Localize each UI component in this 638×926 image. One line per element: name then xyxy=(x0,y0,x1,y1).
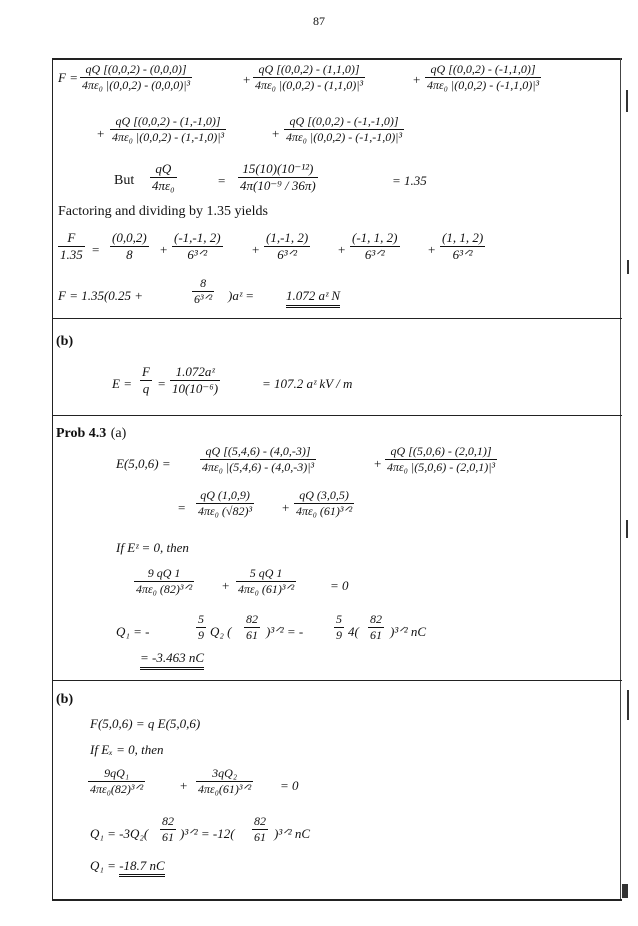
equals-sign: = xyxy=(218,173,226,188)
section-divider xyxy=(52,680,622,681)
part-b-label: (b) xyxy=(56,334,74,349)
charge-mid-3: 4( xyxy=(348,624,359,639)
charge-lhs: Q₁ = - xyxy=(116,624,150,639)
final-force-mid: )aᶻ = xyxy=(228,288,254,303)
condition-result: = 0 xyxy=(330,578,349,593)
force-term-4: $\frac{qQ [(0,0,2) - (1,-1,0)]}{\text{4πε₀ |(0,0,2) - (1,-1,0)|³}}$ xyxy=(112,114,225,144)
charge2-line-c: )³ᐟ² nC xyxy=(274,826,311,841)
scaled-term-3: $\frac{(1,-1, 2)}{\text{6³ᐟ²}}$ xyxy=(266,230,309,262)
field-term-1: $\frac{qQ [(5,4,6) - (4,0,-3)]}{\text{4πε₀ |(5,4,6) - (4,0,-3)|³}}$ xyxy=(202,444,315,474)
plus-sign: + xyxy=(252,242,260,257)
plus-sign: + xyxy=(97,126,105,141)
plus-sign: + xyxy=(374,456,382,471)
part-b2-label: (b) xyxy=(56,692,74,707)
page-number: 87 xyxy=(313,14,325,28)
charge2-line-a: Q₁ = -3Q₂( xyxy=(90,826,149,841)
equals-sign: = xyxy=(92,242,100,257)
charge2-fraction-a: $\frac{82}{61}$ xyxy=(162,814,174,844)
factoring-text: Factoring and dividing by 1.35 yields xyxy=(58,204,268,219)
plus-sign: + xyxy=(243,72,251,87)
plus-sign: + xyxy=(160,242,168,257)
charge-fraction-1: $\frac{5}{9}$ xyxy=(198,612,204,642)
force-term-2: $\frac{qQ [(0,0,2) - (1,1,0)]}{\text{4πε₀ |(0,0,2) - (1,1,0)|³}}$ xyxy=(255,62,364,92)
plus-sign: + xyxy=(338,242,346,257)
plus-sign: + xyxy=(413,72,421,87)
frame-bottom-border xyxy=(52,899,622,901)
field-lhs: E = xyxy=(112,376,132,391)
field-result: = 107.2 aᶻ kV / m xyxy=(262,376,353,391)
equals-sign: = xyxy=(178,500,186,515)
force-term-3: $\frac{qQ [(0,0,2) - (-1,1,0)]}{\text{4πε₀ |(0,0,2) - (-1,1,0)|³}}$ xyxy=(427,62,540,92)
but-word: But xyxy=(114,173,135,188)
field-value-fraction: $\frac{\text{1.072aᶻ}}{\text{10(10⁻⁶)}}$ xyxy=(172,364,219,396)
force-at-point: F(5,0,6) = q E(5,0,6) xyxy=(90,716,201,731)
force-label: F = xyxy=(58,70,78,85)
section-divider xyxy=(52,318,622,319)
condition-term-2: $\frac{5 qQ 1}{\text{4πε₀ (61)³ᐟ²}}$ xyxy=(238,566,295,596)
scaled-term-2: $\frac{(-1,-1, 2)}{\text{6³ᐟ²}}$ xyxy=(174,230,221,262)
condition-x-text: If Eₓ = 0, then xyxy=(90,742,164,757)
condition-text: If Eᶻ = 0, then xyxy=(116,540,189,555)
final-force-result: 1.072 aᶻ N xyxy=(286,288,340,308)
but-lhs: $\frac{qQ}{\text{4πε₀}}$ xyxy=(152,161,175,193)
plus-sign: + xyxy=(282,500,290,515)
condition-term-1: $\frac{9 qQ 1}{\text{4πε₀ (82)³ᐟ²}}$ xyxy=(136,566,193,596)
scan-artifact xyxy=(626,90,628,112)
charge2-final: Q₁ = -18.7 nC xyxy=(90,858,165,874)
problem-heading: Prob 4.3 (a) xyxy=(56,426,127,441)
but-result: = 1.35 xyxy=(392,173,427,188)
x-condition-term-2: $\frac{\text{3qQ₂}}{\text{4πε₀(61)³ᐟ²}}$ xyxy=(198,766,252,796)
scaled-force-lhs: $\frac{F}{1.35}$ xyxy=(60,230,83,262)
charge-mid-2: )³ᐟ² = - xyxy=(266,624,304,639)
field-term-2: $\frac{qQ [(5,0,6) - (2,0,1)]}{\text{4πε₀ |(5,0,6) - (2,0,1)|³}}$ xyxy=(387,444,496,474)
plus-sign: + xyxy=(222,578,230,593)
frame-right-border xyxy=(620,58,621,900)
charge-end: )³ᐟ² nC xyxy=(390,624,427,639)
scaled-term-1: $\frac{(0,0,2)}{8}$ xyxy=(112,230,147,262)
plus-sign: + xyxy=(428,242,436,257)
but-rhs: $\frac{\text{15(10)(10⁻¹²)}}{\text{4π(10⁻⁹ / 36π)}}$ xyxy=(240,161,316,193)
field-point-lhs: E(5,0,6) = xyxy=(116,456,171,471)
scan-artifact xyxy=(622,884,628,898)
force-term-1: $\frac{qQ [(0,0,2) - (0,0,0)]}{\text{4πε₀ |(0,0,2) - (0,0,0)|³}}$ xyxy=(82,62,191,92)
force-term-5: $\frac{qQ [(0,0,2) - (-1,-1,0)]}{\text{4πε₀ |(0,0,2) - (-1,-1,0)|³}}$ xyxy=(286,114,403,144)
x-condition-term-1: $\frac{\text{9qQ₁}}{\text{4πε₀(82)³ᐟ²}}$ xyxy=(90,766,144,796)
x-condition-result: = 0 xyxy=(280,778,299,793)
scaled-term-4: $\frac{(-1, 1, 2)}{\text{6³ᐟ²}}$ xyxy=(352,230,398,262)
frame-top-border xyxy=(52,58,622,60)
scan-artifact xyxy=(626,520,628,538)
plus-sign: + xyxy=(180,778,188,793)
charge-fraction-3: $\frac{5}{9}$ xyxy=(336,612,342,642)
charge2-line-b: )³ᐟ² = -12( xyxy=(180,826,235,841)
section-divider xyxy=(52,415,622,416)
scaled-term-5: $\frac{(1, 1, 2)}{\text{6³ᐟ²}}$ xyxy=(442,230,484,262)
plus-sign: + xyxy=(272,126,280,141)
final-force-fraction: $\frac{8}{\text{6³ᐟ²}}$ xyxy=(194,276,213,306)
charge-fraction-4: $\frac{82}{61}$ xyxy=(370,612,382,642)
scan-artifact xyxy=(627,260,629,274)
field-term-4: $\frac{qQ (3,0,5)}{\text{4πε₀ (61)³ᐟ²}}$ xyxy=(296,488,353,518)
charge2-fraction-b: $\frac{82}{61}$ xyxy=(254,814,266,844)
charge-mid: Q₂ ( xyxy=(210,624,232,639)
charge-result: = -3.463 nC xyxy=(140,650,204,670)
final-force-lhs: F = 1.35(0.25 + xyxy=(58,288,144,303)
field-term-3: $\frac{qQ (1,0,9)}{\text{4πε₀ (√82)³}}$ xyxy=(198,488,253,518)
equals-sign: = xyxy=(158,376,166,391)
frame-left-border xyxy=(52,58,53,900)
field-fraction: $\frac{F}{q}$ xyxy=(142,364,150,396)
scan-artifact xyxy=(627,690,629,720)
charge-fraction-2: $\frac{82}{61}$ xyxy=(246,612,258,642)
